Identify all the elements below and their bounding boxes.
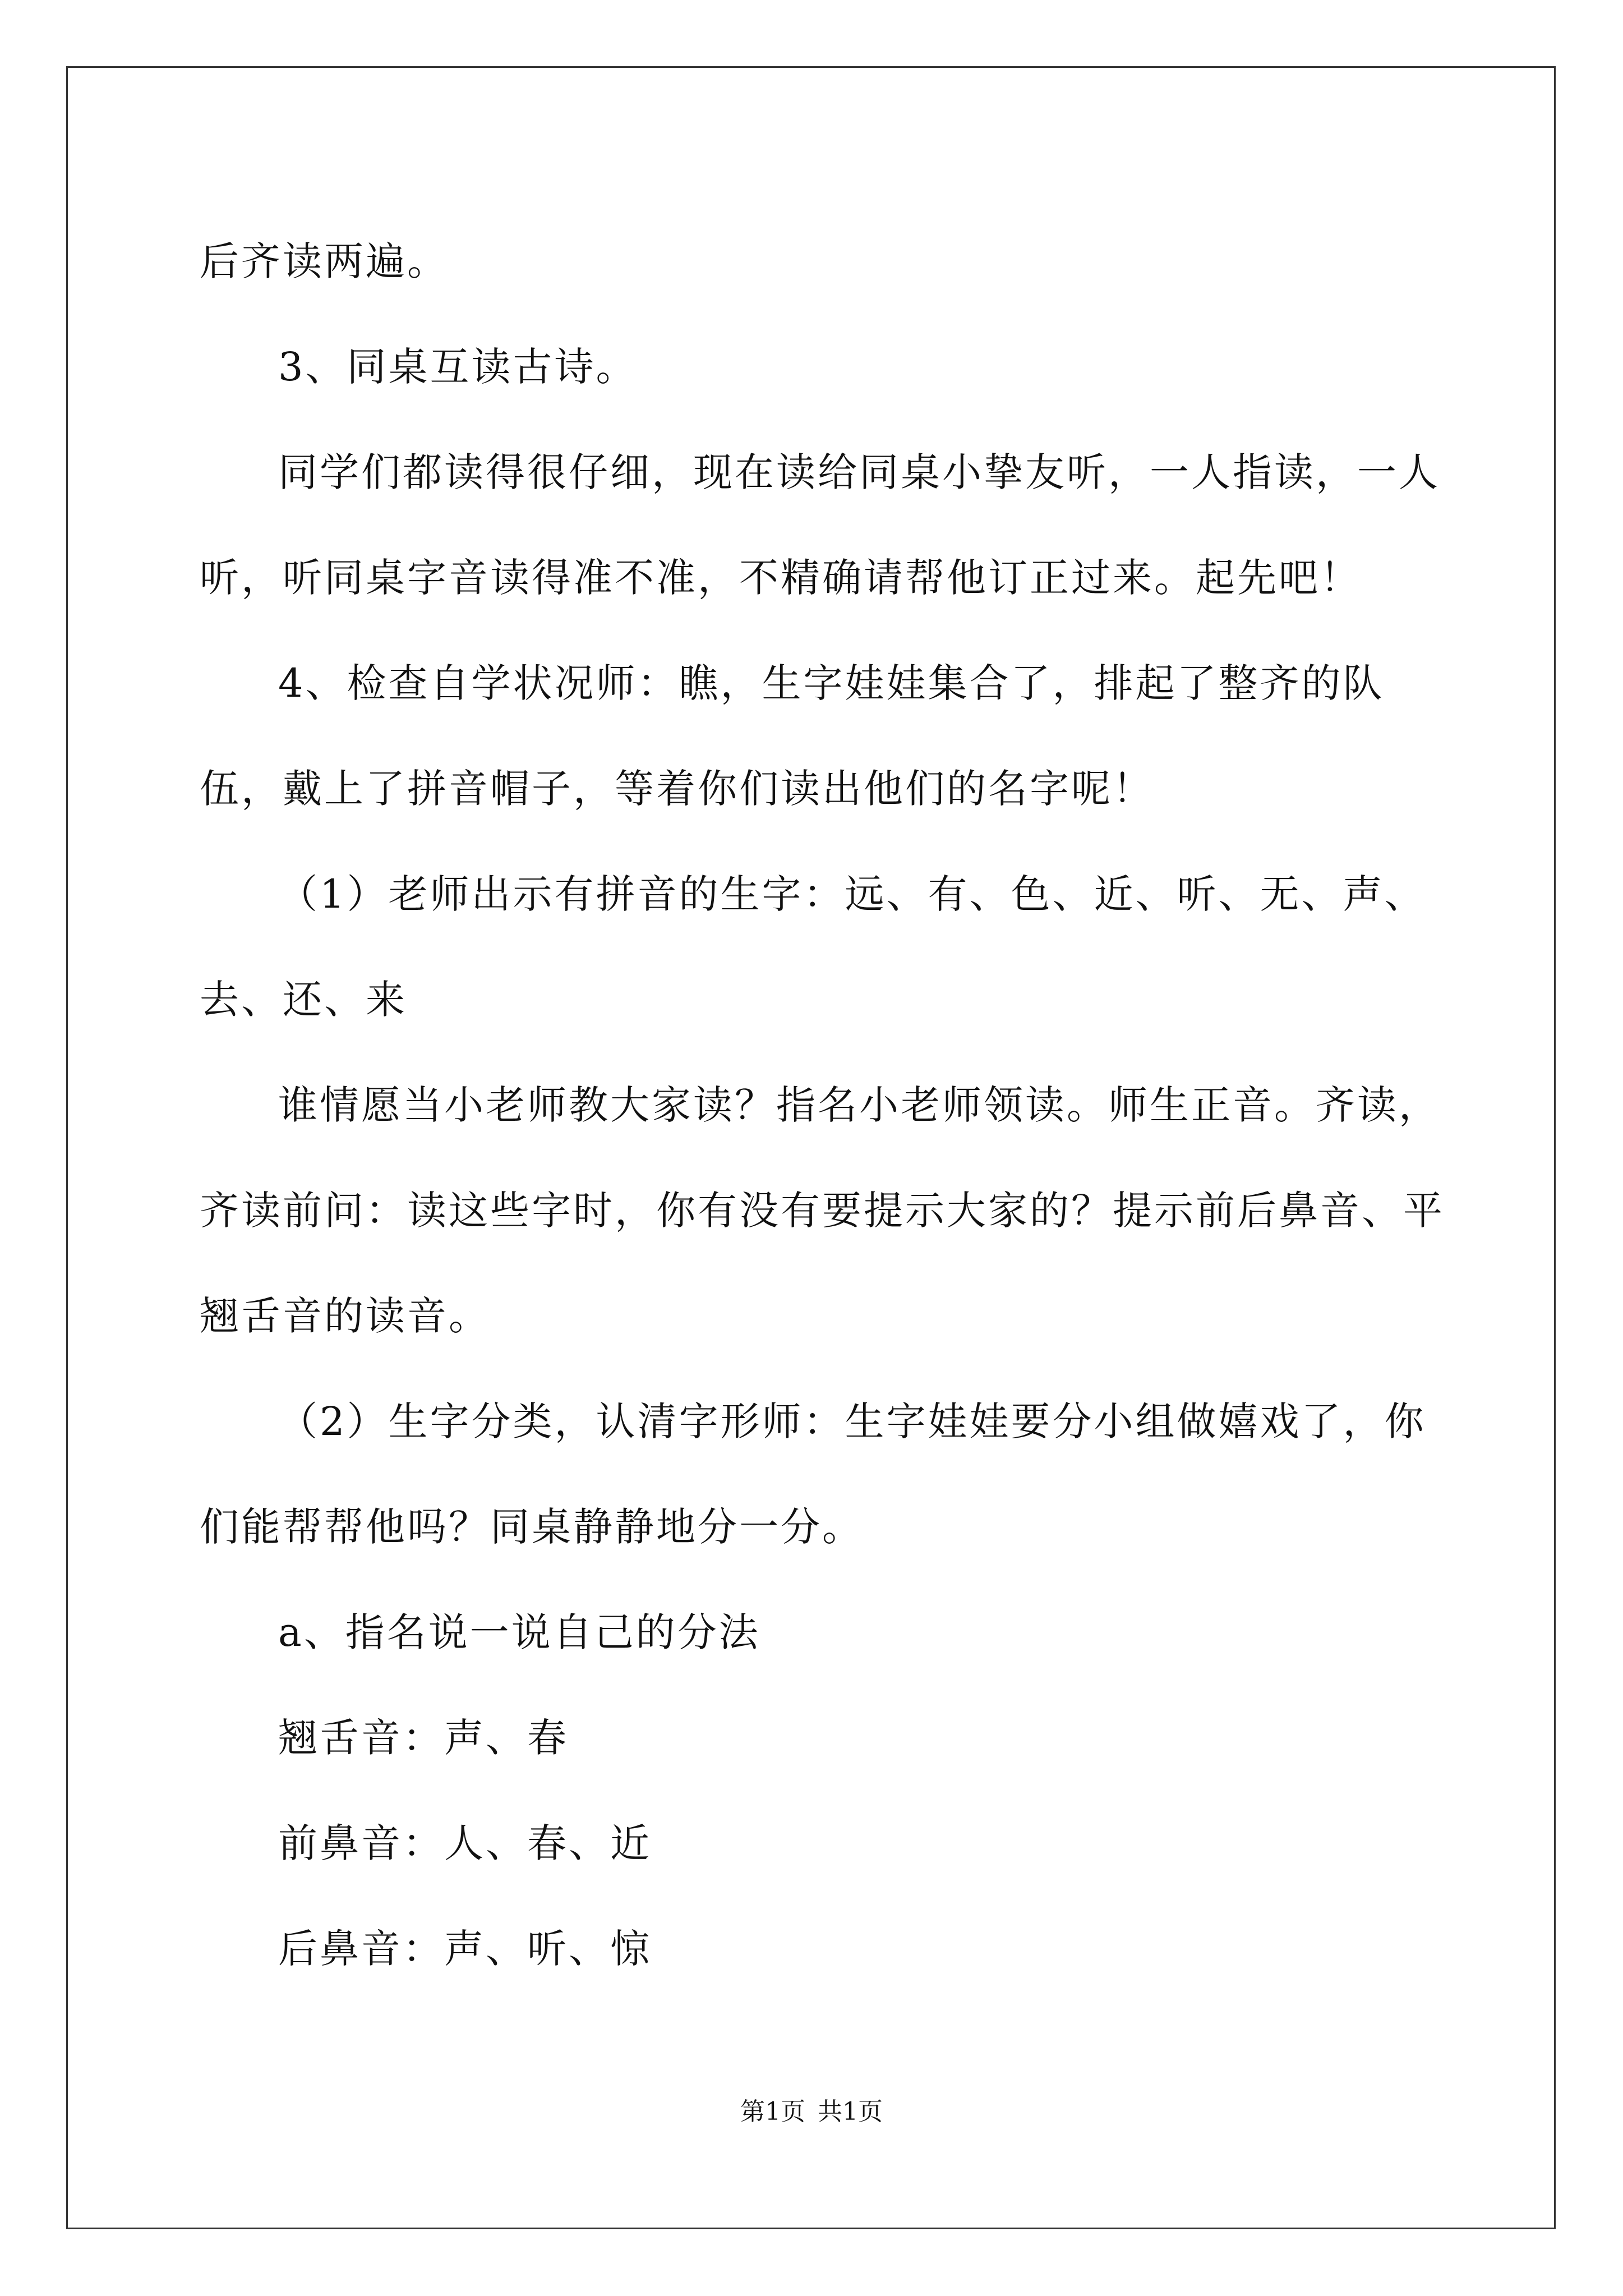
paragraph: 同学们都读得很仔细，现在读给同桌小挚友听，一人指读，一人听，听同桌字音读得准不准，不精确请帮他订正过来。起先吧！ bbox=[200, 449, 1440, 601]
paragraph: a、指名说一说自己的分法 bbox=[278, 1609, 760, 1655]
paragraph: 谁情愿当小老师教大家读？指名小老师领读。师生正音。齐读，齐读前问：读这些字时，你有没有要提示大家的？提示前后鼻音、平翘舌音的读音。 bbox=[200, 1082, 1445, 1339]
document-body bbox=[200, 209, 1461, 2001]
paragraph: 4、检查自学状况师：瞧，生字娃娃集合了，排起了整齐的队伍，戴上了拼音帽子，等着你们读出他们的名字呢！ bbox=[200, 660, 1385, 812]
paragraph: 3、同桌互读古诗。 bbox=[278, 344, 638, 390]
paragraph: 前鼻音：人、春、近 bbox=[278, 1820, 652, 1866]
paragraph: 后齐读两遍。 bbox=[200, 238, 449, 284]
paragraph: （2）生字分类，认清字形师：生字娃娃要分小组做嬉戏了，你们能帮帮他吗？同桌静静地分一分。 bbox=[200, 1398, 1426, 1550]
paragraph: 后鼻音：声、听、惊 bbox=[278, 1926, 652, 1972]
paragraph: （1）老师出示有拼音的生字：远、有、色、近、听、无、声、去、还、来 bbox=[200, 871, 1426, 1023]
paragraph: 翘舌音：声、春 bbox=[278, 1715, 569, 1761]
page-total: 共1页 bbox=[818, 2097, 883, 2126]
page-number: 第1页 bbox=[740, 2097, 805, 2126]
page-footer bbox=[0, 2091, 1623, 2127]
